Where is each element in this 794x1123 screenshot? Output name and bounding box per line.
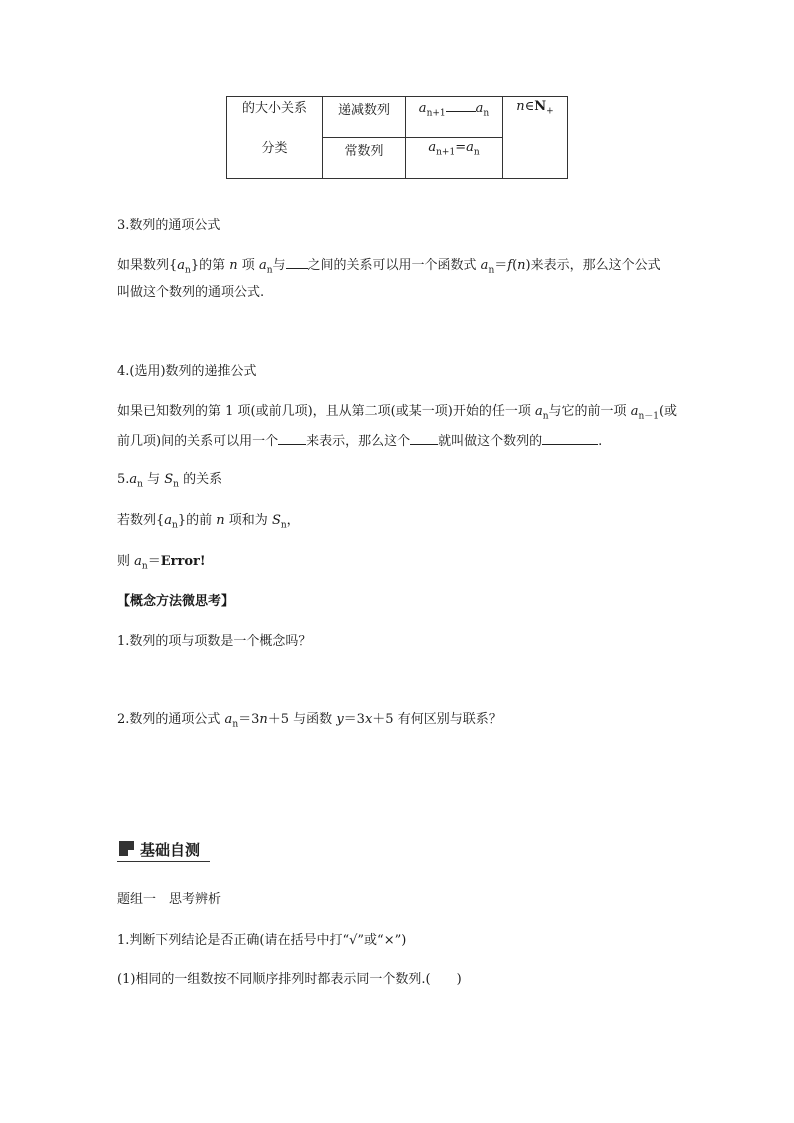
math-S: S bbox=[164, 472, 174, 487]
error-text: Error! bbox=[160, 554, 206, 569]
math-a: a bbox=[129, 472, 138, 487]
domain-text: ∈ bbox=[524, 99, 535, 114]
question-1-1: (1)相同的一组数按不同顺序排列时都表示同一个数列.( ) bbox=[117, 972, 462, 987]
fill-blank bbox=[278, 432, 306, 445]
text: ＋5 与函数 bbox=[267, 712, 333, 727]
constant-relation-cell bbox=[406, 138, 503, 179]
sub-n: n bbox=[173, 479, 179, 490]
text: ， bbox=[286, 513, 300, 528]
equals-sign: = bbox=[455, 140, 467, 155]
domain-N: N bbox=[534, 99, 547, 114]
fill-blank bbox=[446, 99, 476, 112]
text: 的关系 bbox=[178, 472, 223, 487]
decreasing-label: 递减数列 bbox=[337, 103, 390, 118]
text: ＝ bbox=[147, 554, 161, 569]
sub-n: n bbox=[542, 411, 549, 422]
section-4-paragraph-line-2 bbox=[117, 432, 602, 452]
section-4-title: 4.(选用)数列的递推公式 bbox=[117, 364, 257, 379]
math-S: S bbox=[271, 513, 281, 528]
text: 与它的前一项 bbox=[548, 404, 627, 419]
text: 与 bbox=[142, 472, 165, 487]
relation-a-sub: n+1 bbox=[426, 108, 446, 119]
sub-n: n bbox=[266, 265, 273, 276]
sequence-classification-table bbox=[226, 96, 568, 179]
math-n: n bbox=[517, 258, 526, 273]
text: 若数列{ bbox=[117, 513, 165, 528]
fill-blank bbox=[410, 432, 438, 445]
decreasing-relation-cell bbox=[406, 97, 503, 138]
text: 项和为 bbox=[228, 513, 268, 528]
sub-n: n bbox=[280, 520, 287, 531]
constant-sequence-cell bbox=[323, 138, 406, 179]
text: ＝3 bbox=[343, 712, 365, 727]
section-3-paragraph-line-2: 叫做这个数列的通项公式. bbox=[117, 285, 265, 300]
section-3-paragraph-line-1 bbox=[117, 256, 661, 281]
math-a: a bbox=[177, 258, 186, 273]
question-1: 1.判断下列结论是否正确(请在括号中打“√”或“×”) bbox=[117, 933, 407, 948]
text: 如果已知数列的第 1 项(或前几项)，且从第二项(或某一项)开始的任一项 bbox=[117, 404, 531, 419]
math-f: f bbox=[507, 258, 513, 273]
section-4-paragraph-line-1 bbox=[117, 402, 677, 427]
math-y: y bbox=[336, 712, 344, 727]
math-a: a bbox=[134, 554, 142, 569]
text: (或 bbox=[658, 404, 678, 419]
math-a: a bbox=[466, 140, 474, 155]
text: 与 bbox=[272, 258, 286, 273]
math-a: a bbox=[224, 712, 233, 727]
table-row-label-cell bbox=[227, 97, 323, 179]
text: 来表示，那么这个 bbox=[306, 434, 411, 449]
math-n: n bbox=[259, 712, 268, 727]
sub-n-minus-1: n－1 bbox=[638, 411, 659, 422]
text: }的第 bbox=[190, 258, 226, 273]
math-n: n bbox=[229, 258, 238, 273]
section-5-title bbox=[117, 470, 222, 495]
text: 之间的关系可以用一个函数式 bbox=[307, 258, 477, 273]
sub-n: n bbox=[473, 147, 480, 158]
self-test-heading bbox=[117, 837, 210, 862]
section-5-line-1 bbox=[117, 511, 300, 536]
think-question-2 bbox=[117, 710, 502, 735]
domain-n: n bbox=[516, 99, 525, 114]
sub-n: n bbox=[185, 265, 191, 276]
text: 5. bbox=[117, 472, 130, 487]
sub-n: n bbox=[141, 561, 148, 572]
text: ＝3 bbox=[238, 712, 260, 727]
math-x: x bbox=[364, 712, 373, 727]
fill-blank bbox=[542, 432, 598, 445]
relation-b-sub: n bbox=[483, 108, 490, 119]
math-n: n bbox=[216, 513, 225, 528]
math-a: a bbox=[480, 258, 489, 273]
text: }的前 bbox=[177, 513, 213, 528]
text: 2.数列的通项公式 bbox=[117, 712, 221, 727]
text: 就叫做这个数列的 bbox=[438, 434, 543, 449]
text: ＝ bbox=[494, 258, 508, 273]
text: 前几项)间的关系可以用一个 bbox=[117, 434, 279, 449]
section-3-title: 3.数列的通项公式 bbox=[117, 218, 221, 233]
relation-b: a bbox=[475, 101, 484, 116]
fill-blank bbox=[286, 256, 308, 269]
text: 则 bbox=[117, 554, 131, 569]
think-question-1: 1.数列的项与项数是一个概念吗？ bbox=[117, 634, 312, 649]
row-label-top: 的大小关系 bbox=[241, 101, 307, 116]
math-a: a bbox=[428, 140, 437, 155]
sub-n: n bbox=[488, 265, 495, 276]
domain-cell bbox=[503, 97, 568, 179]
text: 项 bbox=[241, 258, 255, 273]
domain-sub: + bbox=[546, 106, 554, 117]
sub-n: n bbox=[232, 719, 239, 730]
math-a: a bbox=[258, 258, 267, 273]
math-a: a bbox=[630, 404, 639, 419]
text: )来表示，那么这个公式 bbox=[525, 258, 661, 273]
sub-n: n bbox=[137, 479, 143, 490]
relation-a-sub: n+1 bbox=[436, 147, 456, 158]
math-a: a bbox=[164, 513, 173, 528]
row-label-bottom: 分类 bbox=[261, 141, 288, 156]
self-test-heading-text: 基础自测 bbox=[140, 841, 201, 859]
concept-think-title: 【概念方法微思考】 bbox=[117, 594, 235, 609]
constant-label: 常数列 bbox=[344, 144, 384, 159]
section-5-line-2 bbox=[117, 552, 206, 577]
sub-n: n bbox=[172, 520, 178, 531]
square-icon-notch bbox=[128, 850, 134, 856]
text: 如果数列{ bbox=[117, 258, 178, 273]
decreasing-sequence-cell bbox=[323, 97, 406, 138]
text: ＋5 有何区别与联系？ bbox=[372, 712, 502, 727]
text: ( bbox=[512, 258, 518, 273]
relation-a: a bbox=[418, 101, 427, 116]
math-a: a bbox=[534, 404, 543, 419]
text: . bbox=[598, 434, 603, 449]
question-group-1: 题组一 思考辨析 bbox=[117, 892, 222, 907]
